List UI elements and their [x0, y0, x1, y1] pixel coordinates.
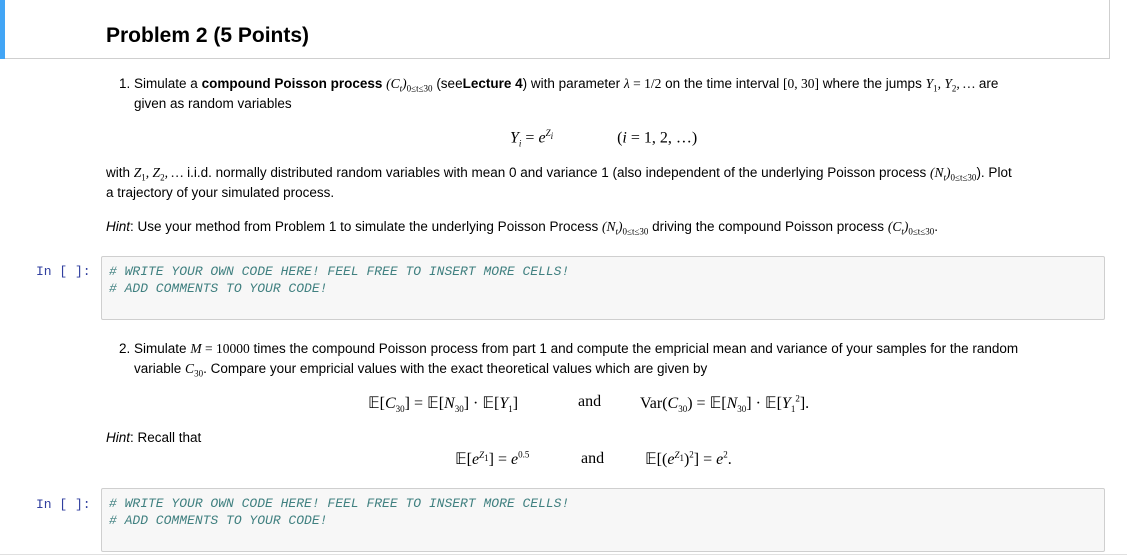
code-comment-line: # ADD COMMENTS TO YOUR CODE! [109, 281, 328, 296]
part1-line1: 1. Simulate a compound Poisson process $(C_t)_{0\le t\le 30}$ (seeLecture 4) with parameter λ = 1/2 on the time interval [0, 30] where the jumps $Y_1$, $Y_2$, … are [119, 76, 999, 94]
and-text-1: and [578, 393, 602, 410]
and-text-2: and [581, 450, 605, 467]
equation-hint-2: $𝔼[(e^{Z_1})^2] = e^2$. [645, 449, 732, 468]
part2-line1: 2. Simulate M = 10000 times the compound Poisson process from part 1 and compute the empricial mean and variance of your samples for the random [119, 341, 1019, 356]
part1-trajectory-line: a trajectory of your simulated process. [106, 185, 335, 200]
part1-hint: Hint: Use your method from Problem 1 to simulate the underlying Poisson Process $(N_t)_{0\le t\le 30}$ driving the compound Poisson process $(C_t)_{0\le t\le 30}$. [106, 219, 938, 237]
code-cell-2-editor[interactable] [101, 488, 1105, 552]
equation-variance: $Var(C_{30})$ = $𝔼[N_{30}]$ · $𝔼[Y_1^2]$. [640, 393, 810, 415]
part1-with-line: with $Z_1$, $Z_2$, … i.i.d. normally distributed random variables with mean 0 and variance 1 (also independent of the underlying Poisson process $(N_t)_{0\le t\le 30}$). Plot [106, 165, 1012, 183]
part2-hint: Hint: Recall that [106, 430, 202, 445]
divider [0, 554, 1127, 555]
code-comment-line: # WRITE YOUR OWN CODE HERE! FEEL FREE TO INSERT MORE CELLS! [109, 264, 570, 279]
page-title: Problem 2 (5 Points) [106, 24, 310, 47]
code-cell-2-prompt: In [ ]: [36, 497, 91, 512]
equation-yi: $Y_i = e^{Z_i}$ (i = 1, 2, …) [510, 128, 698, 149]
equation-expectation: $𝔼[C_{30}]$ = $𝔼[N_{30}]$ · $𝔼[Y_1]$ [368, 395, 519, 415]
equation-hint-1: $𝔼[e^{Z_1}] = e^{0.5}$ [455, 449, 530, 468]
part2-line2: variable $C_{30}$. Compare your empricial values with the exact theoretical values which are given by [134, 361, 708, 379]
code-comment-line: # WRITE YOUR OWN CODE HERE! FEEL FREE TO INSERT MORE CELLS! [109, 496, 570, 511]
code-cell-1-editor[interactable] [101, 256, 1105, 320]
code-cell-1-prompt: In [ ]: [36, 264, 91, 279]
code-comment-line: # ADD COMMENTS TO YOUR CODE! [109, 513, 328, 528]
part1-line2: given as random variables [134, 96, 292, 111]
